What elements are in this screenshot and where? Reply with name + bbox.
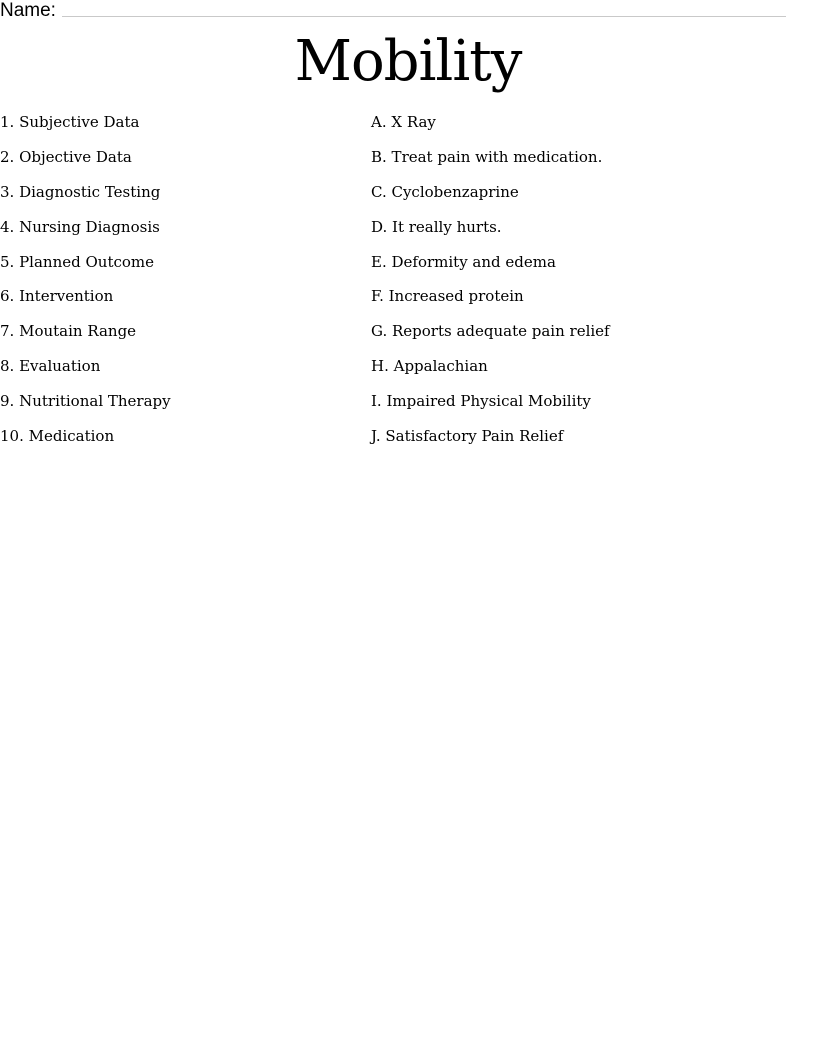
term-item: 3. Diagnostic Testing bbox=[0, 182, 161, 201]
answer-item: I. Impaired Physical Mobility bbox=[371, 392, 591, 411]
term-item: 6. Intervention bbox=[0, 287, 114, 306]
term-item: 2. Objective Data bbox=[0, 147, 132, 166]
name-label: Name: bbox=[0, 0, 56, 21]
answer-item: C. Cyclobenzaprine bbox=[371, 182, 519, 201]
term-item: 7. Moutain Range bbox=[0, 322, 137, 341]
term-item: 10. Medication bbox=[0, 427, 115, 446]
term-item: 4. Nursing Diagnosis bbox=[0, 217, 160, 236]
answer-item: J. Satisfactory Pain Relief bbox=[371, 427, 564, 446]
term-item: 1. Subjective Data bbox=[0, 113, 140, 131]
answer-item: B. Treat pain with medication. bbox=[371, 147, 603, 166]
answers-column bbox=[371, 110, 811, 459]
terms-column bbox=[0, 110, 360, 459]
answer-item: H. Appalachian bbox=[371, 357, 488, 376]
answer-item: A. X Ray bbox=[371, 113, 436, 131]
term-item: 9. Nutritional Therapy bbox=[0, 392, 171, 411]
answer-item: D. It really hurts. bbox=[371, 217, 502, 236]
term-item: 5. Planned Outcome bbox=[0, 252, 154, 271]
answer-item: E. Deformity and edema bbox=[371, 252, 556, 271]
name-blank-line bbox=[62, 16, 786, 17]
page-title: Mobility bbox=[294, 29, 522, 94]
answer-item: G. Reports adequate pain relief bbox=[371, 322, 610, 341]
name-row bbox=[0, 0, 786, 24]
term-item: 8. Evaluation bbox=[0, 357, 101, 376]
answer-item: F. Increased protein bbox=[371, 287, 524, 306]
